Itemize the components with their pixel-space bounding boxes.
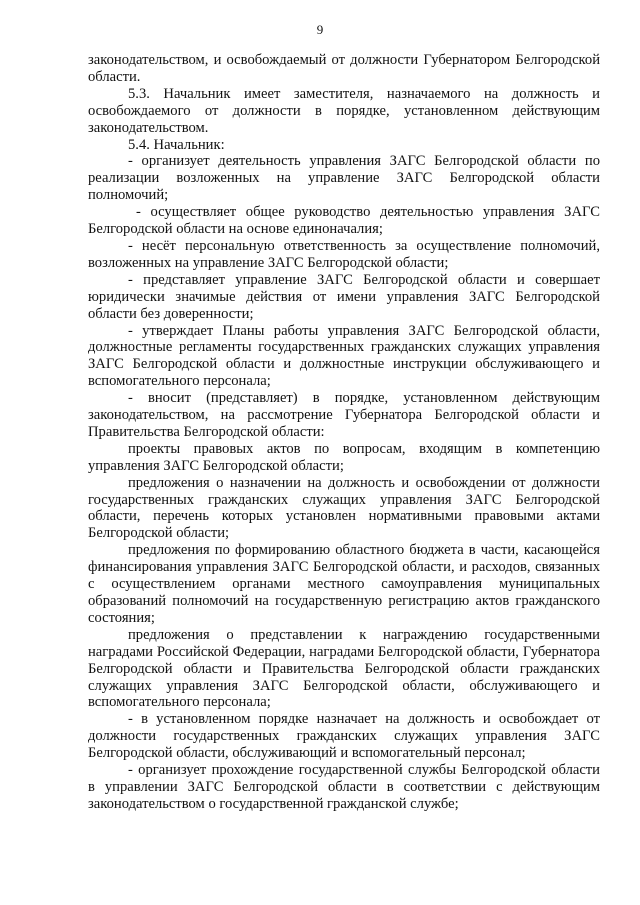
paragraph: предложения о назначении на должность и освобождении от должности государственных гражданских служащих управления ЗАГС Белгородской области, перечень которых установлен нормативными правовыми актами Белгородской области; [88, 474, 600, 542]
paragraph: - осуществляет общее руководство деятельностью управления ЗАГС Белгородской области на основе единоначалия; [88, 204, 600, 238]
paragraph: - в установленном порядке назначает на должность и освобождает от должности государственных гражданских служащих управления ЗАГС Белгородской области, обслуживающий и вспомогательный персонал; [88, 711, 600, 762]
paragraph: предложения о представлении к награждению государственными наградами Российской Федерации, наградами Белгородской области, Губернатора Белгородской области и Правительства Белгородской области гражданских служащих управления ЗАГС Белгородской области, обслуживающего и вспомогательного персонала; [88, 626, 600, 711]
paragraph: законодательством, и освобождаемый от должности Губернатором Белгородской области. [88, 52, 600, 85]
paragraph: - утверждает Планы работы управления ЗАГС Белгородской области, должностные регламенты государственных гражданских служащих управления ЗАГС Белгородской области и должностные инструкции обслуживающего и вспомогательного персонала; [88, 322, 600, 390]
paragraph: - несёт персональную ответственность за осуществление полномочий, возложенных на управление ЗАГС Белгородской области; [88, 237, 600, 271]
paragraph: - представляет управление ЗАГС Белгородской области и совершает юридически значимые действия от имени управления ЗАГС Белгородской области без доверенности; [88, 271, 600, 322]
page-number: 9 [316, 22, 324, 37]
paragraph: проекты правовых актов по вопросам, входящим в компетенцию управления ЗАГС Белгородской области; [88, 440, 600, 474]
paragraph: предложения по формированию областного бюджета в части, касающейся финансирования управления ЗАГС Белгородской области, и расходов, связанных с осуществлением органами местного самоуправления муниципальных образований полномочий на государственную регистрацию актов гражданского состояния; [88, 542, 600, 626]
paragraph: 5.4. Начальник: [128, 136, 225, 153]
paragraph: 5.3. Начальник имеет заместителя, назначаемого на должность и освобождаемого от должности в порядке, установленном действующим законодательством. [88, 85, 600, 136]
document-body [88, 52, 600, 813]
paragraph: - организует деятельность управления ЗАГС Белгородской области по реализации возложенных на управление ЗАГС Белгородской области полномочий; [88, 153, 600, 204]
paragraph: - вносит (представляет) в порядке, установленном действующим законодательством, на рассмотрение Губернатора Белгородской области и Правительства Белгородской области: [88, 390, 600, 440]
paragraph: - организует прохождение государственной службы Белгородской области в управлении ЗАГС Белгородской области в соответствии с действующим законодательством о государственной гражданской службе; [88, 762, 600, 812]
